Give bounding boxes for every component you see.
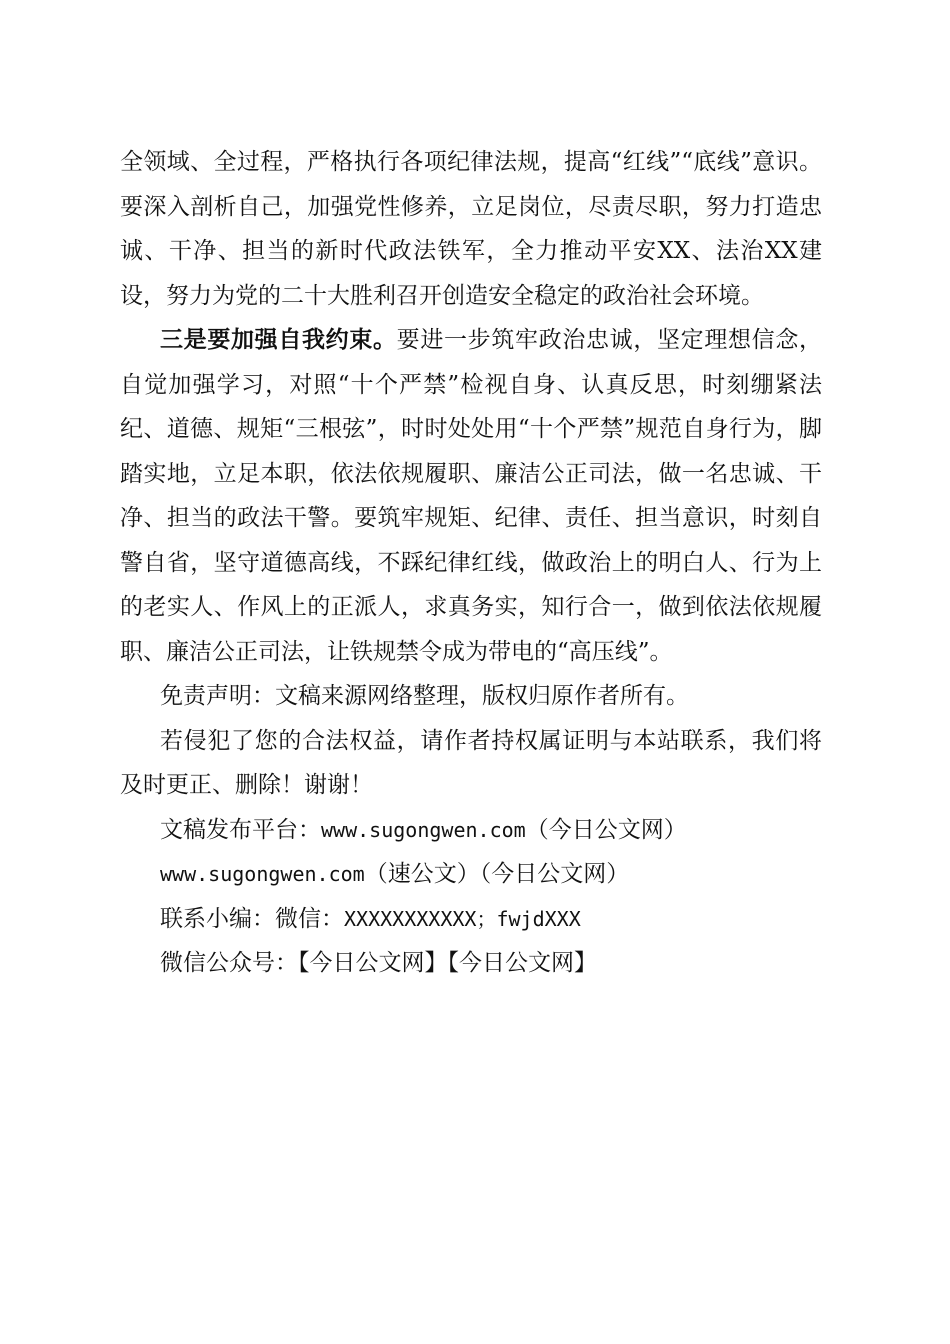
wechat-value: 【今日公文网】【今日公文网】 <box>298 950 597 976</box>
site-names: （速公文）（今日公文网） <box>364 861 630 887</box>
site-url-link[interactable]: www.sugongwen.com <box>160 862 365 886</box>
infringement-notice: 若侵犯了您的合法权益，请作者持权属证明与本站联系，我们将及时更正、删除！谢谢！ <box>120 727 822 798</box>
platform-name: （今日公文网） <box>525 816 687 843</box>
paragraph-body-text: 要进一步筑牢政治忠诚，坚定理想信念，自觉加强学习，对照“十个严禁”检视自身、认真反思，时刻绷紧法纪、道德、规矩“三根弦”，时时处处用“十个严禁”规范自身行为，脚踏实地，立足本职，依法依规履职、廉洁公正司法，做一名忠诚、干净、担当的政法干警。要筑牢规矩、纪律、责任、担当意识，时刻自警自省，坚守道德高线，不踩纪律红线，做政治上的明白人、行为上的老实人、作风上的正派人，求真务实，知行合一，做到依法依规履职、廉洁公正司法，让铁规禁令成为带电的“高压线”。 <box>120 327 823 665</box>
contact-value: XXXXXXXXXXX；fwjdXXX <box>344 906 581 931</box>
site-line <box>120 852 822 897</box>
platform-url-link[interactable]: www.sugongwen.com <box>321 817 526 842</box>
wechat-line <box>120 941 822 986</box>
platform-line <box>120 808 822 853</box>
wechat-label: 微信公众号： <box>160 950 298 976</box>
paragraph-continuation: 全领域、全过程，严格执行各项纪律法规，提高“红线”“底线”意识。要深入剖析自己，加强党性修养，立足岗位，尽责尽职，努力打造忠诚、干净、担当的新时代政法铁军，全力推动平安XX、法治XX建设，努力为党的二十大胜利召开创造安全稳定的政治社会环境。 <box>120 149 822 309</box>
disclaimer-line: 免责声明：文稿来源网络整理，版权归原作者所有。 <box>160 683 689 709</box>
platform-label: 文稿发布平台： <box>160 816 321 843</box>
paragraph-lead-heading: 三是要加强自我约束。 <box>160 326 397 353</box>
contact-line <box>120 897 822 942</box>
document-body <box>120 140 822 986</box>
contact-label: 联系小编：微信： <box>160 905 344 932</box>
paragraph-self-discipline <box>120 318 822 674</box>
